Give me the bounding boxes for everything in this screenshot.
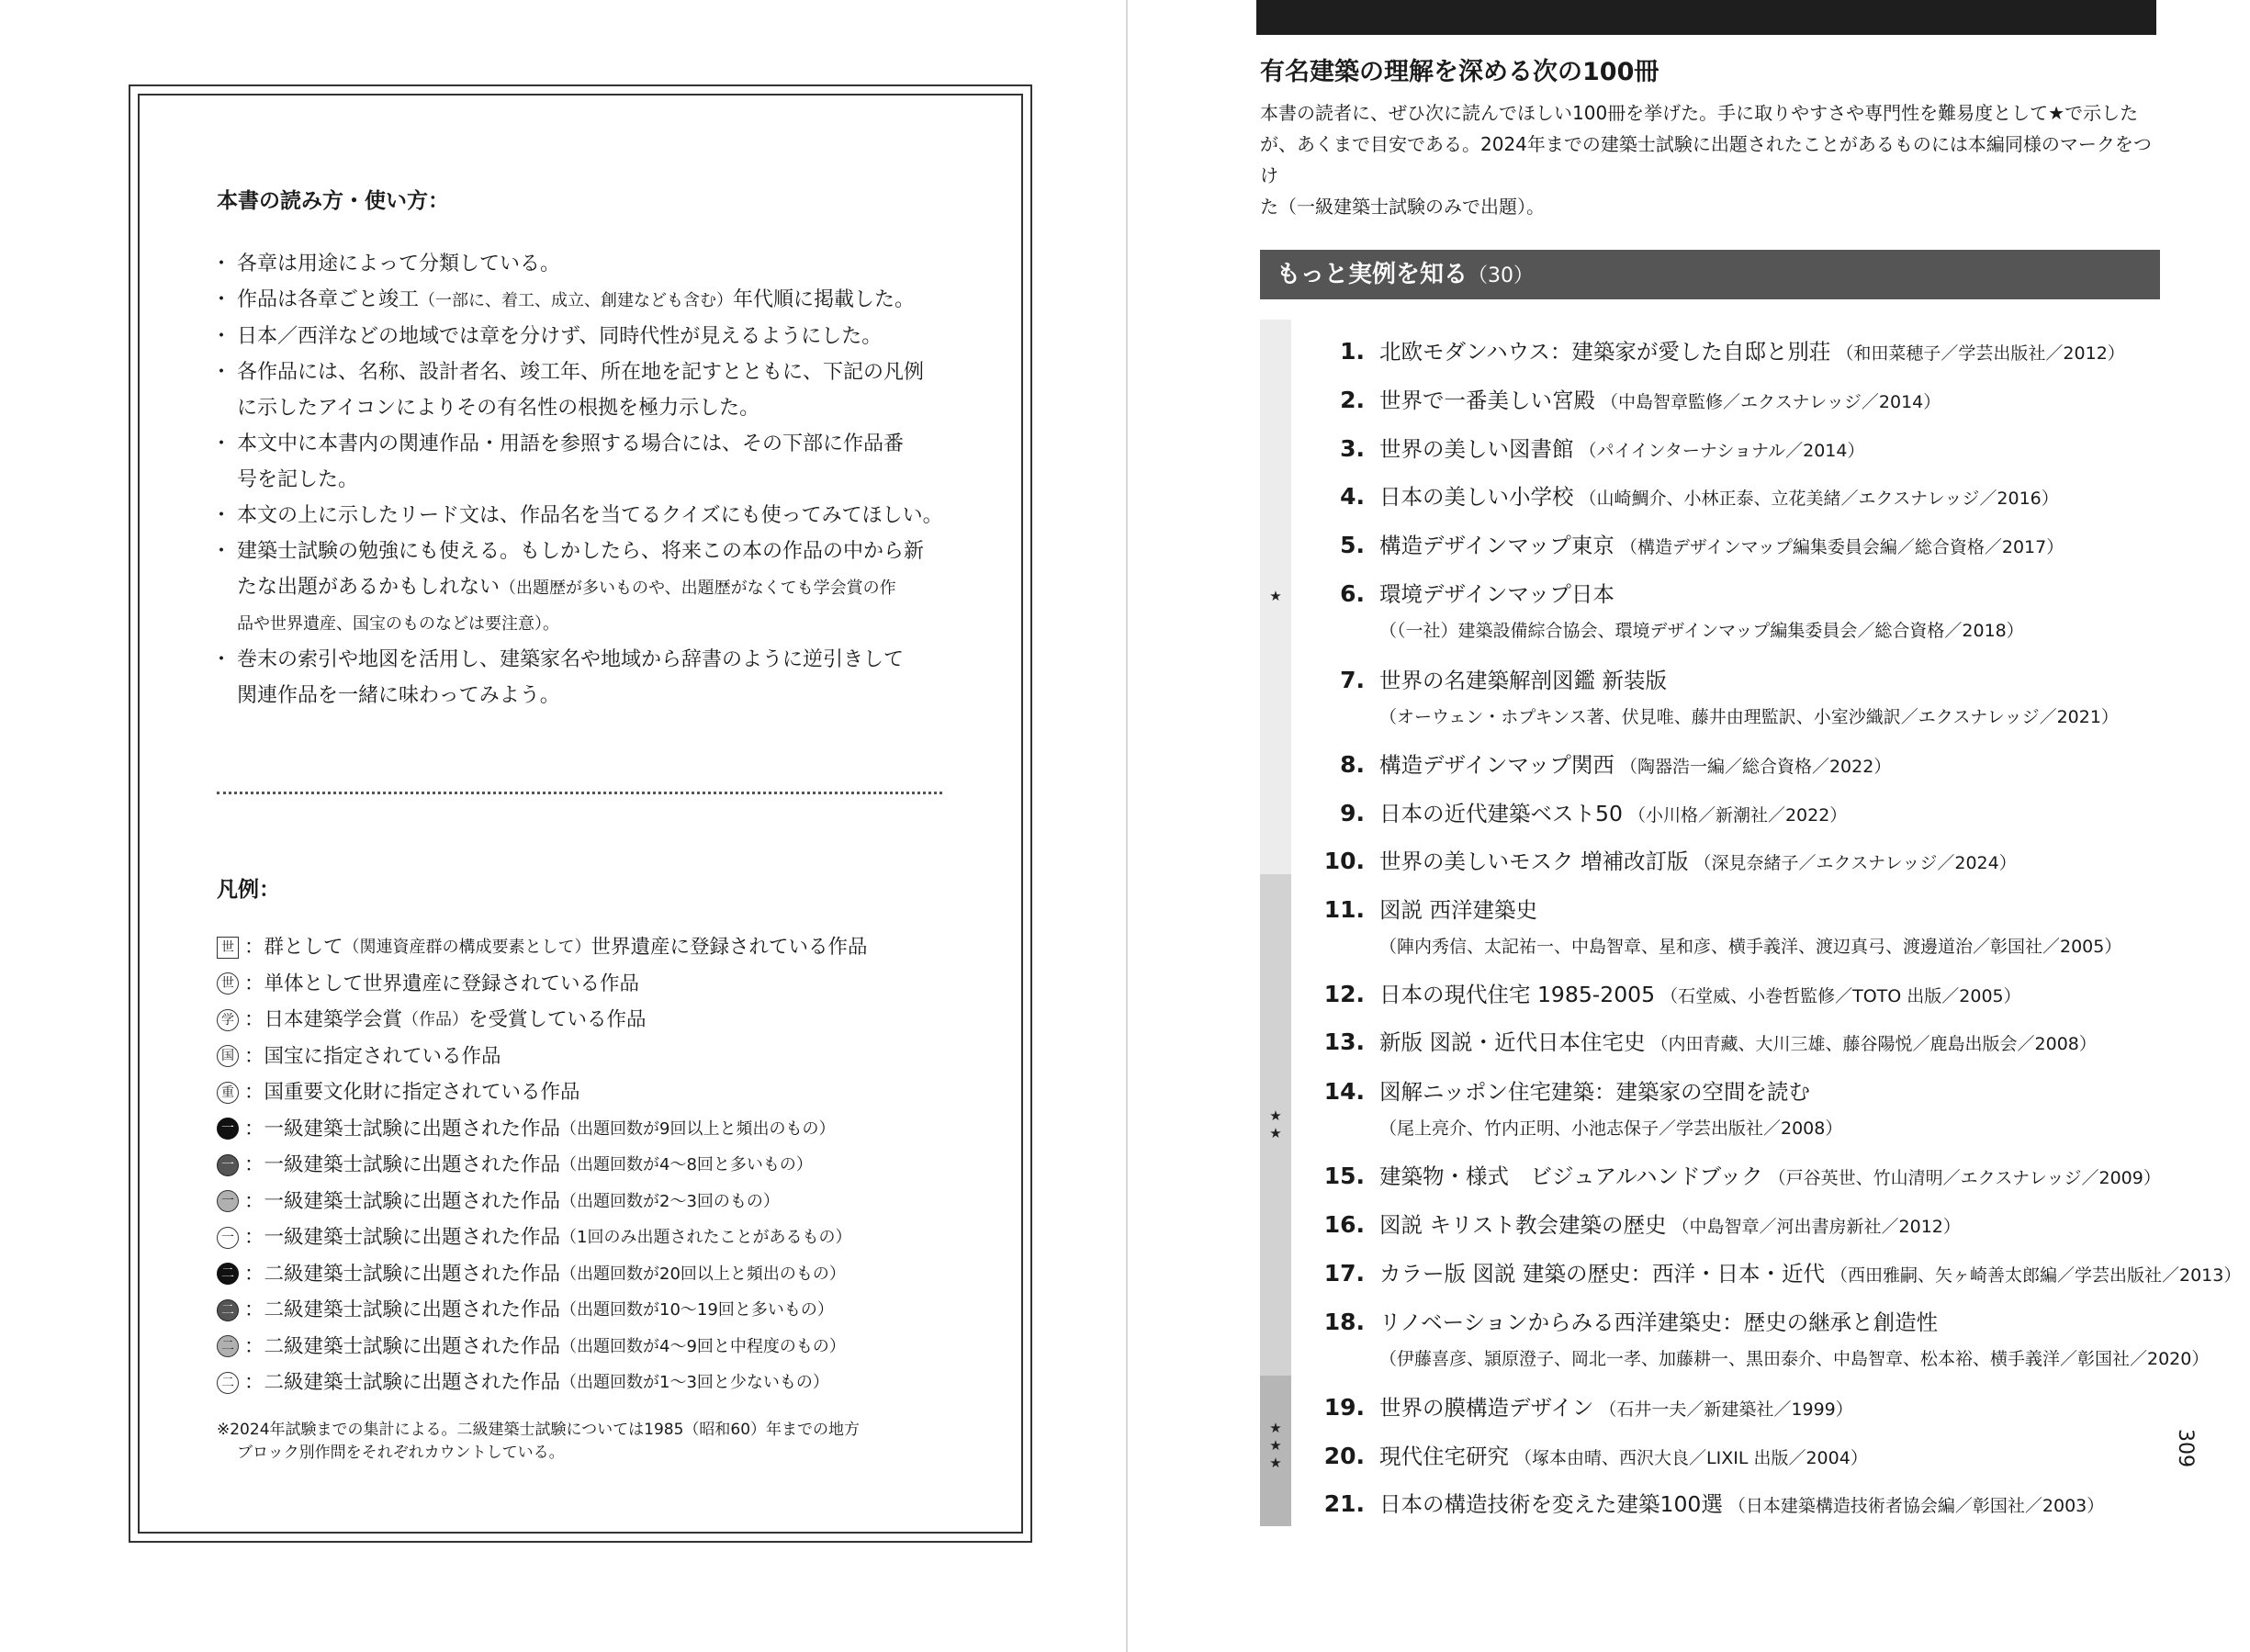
book-number: 18. [1323, 1309, 1365, 1335]
legend-mark-icon: 二 [217, 1335, 239, 1357]
usage-item [217, 498, 951, 534]
usage-item [217, 246, 951, 282]
dotted-divider [217, 792, 942, 794]
book-entry [1295, 1074, 2177, 1140]
usage-text: たな出題があるかもしれない [237, 576, 501, 599]
book-meta: （小川格／新潮社／2022） [1622, 805, 1848, 826]
book-title: 建築物・様式 ビジュアルハンドブック [1379, 1163, 1763, 1189]
legend-detail: （1回のみ出題されたことがあるもの） [560, 1228, 852, 1247]
book-title: リノベーションからみる西洋建築史：歴史の継承と創造性 [1379, 1309, 1939, 1335]
legend-row [217, 929, 951, 966]
book-meta: （内田青藏、大川三雄、藤谷陽悦／鹿島出版会／2008） [1645, 1034, 2097, 1054]
page-heading: 有名建築の理解を深める次の100冊 [1260, 58, 1659, 86]
star-icon: ★ [1269, 588, 1282, 604]
book-entry [1295, 528, 2177, 559]
book-title: 現代住宅研究 [1379, 1444, 1509, 1469]
intro-text [1260, 97, 2160, 222]
usage-text: ・ 建築士試験の勉強にも使える。もしかしたら、将来この本の作品の中から新 [237, 540, 925, 563]
usage-item [217, 354, 951, 426]
legend-mark-icon: 一 [217, 1118, 239, 1140]
usage-title: 本書の読み方・使い方： [217, 189, 449, 213]
book-number: 7. [1340, 667, 1365, 693]
legend-label: ：一級建築士試験に出題された作品 [244, 1189, 561, 1213]
book-entry [1295, 844, 2177, 875]
legend-detail: （出題回数が4〜8回と多いもの） [560, 1155, 813, 1174]
intro-line: 本書の読者に、ぜひ次に読んでほしい100冊を挙げた。手に取りやすさや専門性を難易度として★で示した [1260, 102, 2139, 124]
legend-detail: （関連資産群の構成要素として） [343, 938, 591, 957]
book-meta: （パイインターナショナル／2014） [1573, 441, 1865, 461]
usage-text: ・ 日本／西洋などの地域では章を分けず、同時代性が見えるようにした。 [237, 325, 883, 348]
usage-text: （出題歴が多いものや、出題歴がなくても学会賞の作 [500, 579, 896, 598]
star-icon: ★ ★ ★ [1269, 1420, 1282, 1471]
section-count: （30） [1468, 264, 1535, 287]
legend-title: 凡例： [217, 878, 280, 902]
book-meta: （戸谷英世、竹山清明／エクスナレッジ／2009） [1762, 1168, 2161, 1188]
legend-label: ：二級建築士試験に出題された作品 [244, 1262, 561, 1286]
legend-mark-icon: 世 [217, 937, 239, 959]
legend-label: を受賞している作品 [468, 1008, 647, 1031]
intro-line: が、あくまで目安である。2024年までの建築士試験に出題されたことがあるものには本編同様のマークをつけ [1260, 133, 2152, 186]
book-number: 4. [1340, 483, 1365, 510]
book-title: 環境デザインマップ日本 [1379, 581, 1614, 607]
book-entry [1295, 334, 2177, 365]
book-title: 日本の現代住宅 1985-2005 [1379, 982, 1656, 1007]
book-meta: （深見奈緒子／エクスナレッジ／2024） [1688, 853, 2017, 873]
footnote [217, 1419, 951, 1465]
usage-list [217, 246, 951, 714]
book-meta: （石堂威、小巻哲監修／TOTO 出版／2005） [1655, 986, 2021, 1006]
usage-text: ・ 本文中に本書内の関連作品・用語を参照する場合には、その下部に作品番 [237, 433, 905, 455]
legend-detail: （出題回数が2〜3回のもの） [560, 1191, 780, 1211]
legend-mark-icon: 二 [217, 1263, 239, 1285]
usage-item [217, 282, 951, 319]
book-title: 世界の美しい図書館 [1379, 436, 1574, 462]
header-bar [1256, 0, 2156, 35]
legend-row [217, 1147, 951, 1184]
usage-text: 号を記した。 [237, 468, 359, 491]
book-title: 日本の美しい小学校 [1379, 484, 1574, 510]
book-meta: （伊藤喜彦、頴原澄子、岡北一孝、加藤耕一、黒田泰介、中島智章、松本裕、横手義洋／彰国社／2020） [1379, 1349, 2210, 1369]
book-entry [1295, 796, 2177, 827]
page-number: 309 [2174, 1429, 2197, 1467]
legend-row [217, 966, 951, 1003]
legend-mark-icon: 二 [217, 1299, 239, 1321]
legend-mark-icon: 重 [217, 1082, 239, 1104]
book-entry [1295, 893, 2177, 958]
book-entry [1295, 1208, 2177, 1239]
legend-row [217, 1111, 951, 1148]
usage-text: ・ 本文の上に示したリード文は、作品名を当てるクイズにも使ってみてほしい。 [237, 504, 943, 527]
book-title: 世界で一番美しい宮殿 [1379, 388, 1595, 413]
legend-detail: （出題回数が4〜9回と中程度のもの） [560, 1336, 846, 1356]
book-title: 日本の近代建築ベスト50 [1379, 801, 1623, 826]
book-meta: （尾上亮介、竹内正明、小池志保子／学芸出版社／2008） [1379, 1118, 1843, 1139]
legend-label: ：二級建築士試験に出題された作品 [244, 1371, 561, 1394]
legend-mark-icon: 国 [217, 1045, 239, 1067]
usage-item [217, 642, 951, 714]
usage-item [217, 534, 951, 642]
book-number: 1. [1340, 338, 1365, 365]
book-meta: （石井一夫／新建築社／1999） [1593, 1399, 1853, 1420]
book-meta: （陶器浩一編／総合資格／2022） [1614, 757, 1892, 777]
usage-text: 年代順に掲載した。 [733, 288, 916, 311]
legend-row [217, 1329, 951, 1365]
legend-mark-icon: 一 [217, 1227, 239, 1249]
book-meta: （日本建築構造技術者協会編／彰国社／2003） [1722, 1496, 2105, 1516]
book-entry [1295, 1256, 2242, 1287]
usage-text: 関連作品を一緒に味わってみよう。 [237, 684, 560, 707]
book-meta: （（一社）建築設備綜合協会、環境デザインマップ編集委員会／総合資格／2018） [1379, 621, 2024, 641]
book-number: 12. [1323, 981, 1365, 1007]
legend-detail: （出題回数が9回以上と頻出のもの） [560, 1118, 836, 1139]
book-entry [1295, 1439, 2177, 1470]
book-number: 9. [1340, 800, 1365, 826]
usage-item [217, 426, 951, 498]
book-meta: （西田雅嗣、矢ヶ崎善太郎編／学芸出版社／2013） [1824, 1265, 2242, 1286]
book-title: 世界の美しいモスク 増補改訂版 [1379, 848, 1689, 874]
legend-row [217, 1365, 951, 1401]
legend-row [217, 1184, 951, 1220]
legend-detail: （出題回数が10〜19回と多いもの） [560, 1300, 834, 1320]
book-title: 図説 キリスト教会建築の歴史 [1379, 1212, 1667, 1238]
usage-text: 作品は各章ごと竣工 [237, 288, 420, 311]
book-number: 11. [1323, 896, 1365, 923]
section-header [1260, 250, 2160, 299]
footnote-line: ブロック別作問をそれぞれカウントしている。 [237, 1444, 565, 1462]
book-entry [1295, 383, 2177, 414]
book-entry [1295, 663, 2177, 728]
book-meta: （陣内秀信、太記祐一、中島智章、星和彦、横手義洋、渡辺真弓、渡邊道治／彰国社／2005） [1379, 937, 2122, 957]
usage-text: に示したアイコンによりその有名性の根拠を極力示した。 [237, 397, 760, 420]
legend-mark-icon: 世 [217, 972, 239, 995]
book-title: 図解ニッポン住宅建築：建築家の空間を読む [1379, 1079, 1811, 1105]
legend-detail: （出題回数が20回以上と頻出のもの） [560, 1264, 846, 1284]
book-meta: （山崎鯛介、小林正泰、立花美緒／エクスナレッジ／2016） [1573, 489, 2059, 509]
usage-text: ・ 巻末の索引や地図を活用し、建築家名や地域から辞書のように逆引きして [237, 648, 905, 671]
usage-text: ・ 各章は用途によって分類している。 [237, 253, 561, 275]
book-entry [1295, 577, 2177, 642]
legend-label: 世界遺産に登録されている作品 [591, 936, 868, 959]
book-meta: （中島智章監修／エクスナレッジ／2014） [1595, 392, 1941, 412]
book-entry [1295, 1390, 2177, 1422]
book-entry [1295, 432, 2177, 463]
book-entry [1295, 479, 2177, 511]
legend-row [217, 1292, 951, 1329]
book-number: 16. [1323, 1211, 1365, 1238]
book-title: 日本の構造技術を変えた建築100選 [1379, 1491, 1723, 1517]
legend-row [217, 1039, 951, 1075]
book-number: 15. [1323, 1163, 1365, 1189]
legend-label: ：一級建築士試験に出題された作品 [244, 1153, 561, 1176]
legend-label: ：群として [244, 936, 343, 959]
book-entry [1295, 1305, 2210, 1370]
book-number: 6. [1340, 580, 1365, 607]
intro-line: た（一級建築士試験のみで出題）。 [1260, 196, 1545, 218]
section-title: もっと実例を知る [1277, 261, 1468, 288]
book-number: 14. [1323, 1078, 1365, 1105]
book-title: 図説 西洋建築史 [1379, 897, 1537, 923]
legend-label: ：日本建築学会賞 [244, 1008, 403, 1031]
book-meta: （塚本由晴、西沢大良／LIXIL 出版／2004） [1509, 1448, 1868, 1468]
page-gutter [1126, 0, 1128, 1652]
legend-list [217, 929, 951, 1401]
book-meta: （オーウェン・ホプキンス著、伏見唯、藤井由理監訳、小室沙織訳／エクスナレッジ／2021） [1379, 707, 2119, 727]
book-title: 構造デザインマップ東京 [1379, 533, 1614, 558]
usage-text: ・ 各作品には、名称、設計者名、竣工年、所在地を記すとともに、下記の凡例 [237, 361, 925, 384]
legend-row [217, 1256, 951, 1293]
legend-label: ：二級建築士試験に出題された作品 [244, 1334, 561, 1358]
legend-detail: （出題回数が1〜3回と少ないもの） [560, 1373, 829, 1392]
book-number: 8. [1340, 751, 1365, 778]
book-title: 構造デザインマップ関西 [1379, 752, 1614, 778]
book-number: 5. [1340, 532, 1365, 558]
legend-mark-icon: 学 [217, 1009, 239, 1031]
book-number: 21. [1323, 1490, 1365, 1517]
book-number: 19. [1323, 1394, 1365, 1421]
book-number: 10. [1323, 848, 1365, 874]
legend-mark-icon: 二 [217, 1372, 239, 1394]
book-title: 北欧モダンハウス：建築家が愛した自邸と別荘 [1379, 339, 1831, 365]
book-number: 20. [1323, 1443, 1365, 1469]
book-meta: （和田菜穂子／学芸出版社／2012） [1830, 343, 2125, 364]
legend-row [217, 1219, 951, 1256]
legend-mark-icon: 一 [217, 1154, 239, 1176]
legend-label: ：国重要文化財に指定されている作品 [244, 1081, 580, 1104]
legend-label: ：国宝に指定されている作品 [244, 1044, 501, 1068]
book-title: 新版 図説・近代日本住宅史 [1379, 1029, 1646, 1055]
legend-row [217, 1074, 951, 1111]
book-entry [1295, 977, 2177, 1008]
usage-text: 品や世界遺産、国宝のものなどは要注意）。 [237, 614, 559, 634]
book-entry [1295, 1487, 2177, 1518]
legend-label: ：単体として世界遺産に登録されている作品 [244, 972, 640, 995]
book-number: 17. [1323, 1260, 1365, 1287]
book-title: 世界の名建築解剖図鑑 新装版 [1379, 668, 1667, 693]
book-title: 世界の膜構造デザイン [1379, 1395, 1594, 1421]
book-number: 13. [1323, 1028, 1365, 1055]
book-title: カラー版 図説 建築の歴史：西洋・日本・近代 [1379, 1261, 1825, 1287]
legend-label: ：二級建築士試験に出題された作品 [244, 1298, 561, 1321]
book-number: 2. [1340, 387, 1365, 413]
star-icon: ★ ★ [1269, 1107, 1282, 1141]
legend-mark-icon: 一 [217, 1190, 239, 1212]
legend-label: ：一級建築士試験に出題された作品 [244, 1117, 561, 1141]
legend-row [217, 1002, 951, 1039]
book-meta: （中島智章／河出書房新社／2012） [1666, 1217, 1961, 1237]
book-number: 3. [1340, 435, 1365, 462]
book-entry [1295, 1025, 2177, 1056]
book-entry [1295, 1159, 2177, 1190]
legend-detail: （作品） [402, 1010, 469, 1029]
footnote-line: ※2024年試験までの集計による。二級建築士試験については1985（昭和60）年までの地方 [217, 1421, 861, 1439]
usage-item [217, 319, 951, 354]
book-entry [1295, 747, 2177, 779]
usage-text: （一部に、着工、成立、創建なども含む） [419, 291, 734, 310]
book-meta: （構造デザインマップ編集委員会編／総合資格／2017） [1614, 537, 2064, 557]
legend-label: ：一級建築士試験に出題された作品 [244, 1226, 561, 1249]
